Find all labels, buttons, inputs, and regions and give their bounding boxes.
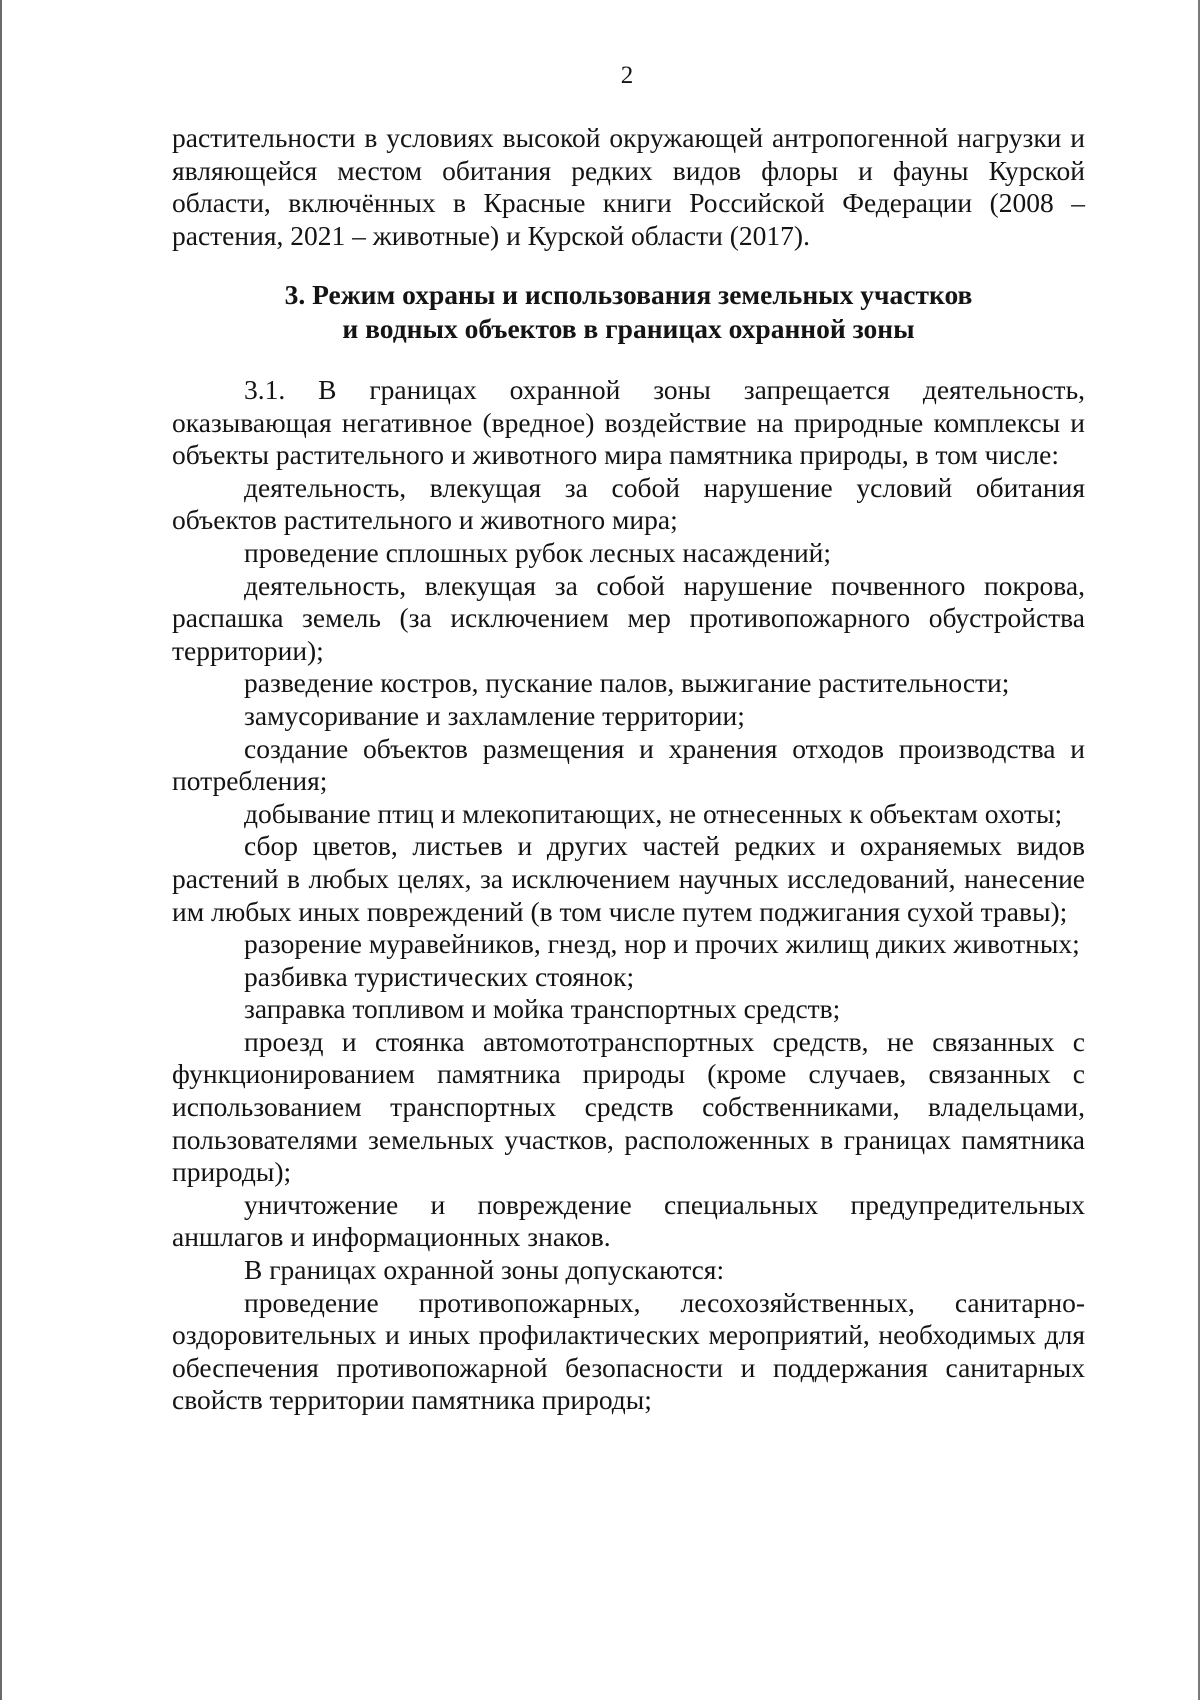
list-item-fires: разведение костров, пускание палов, выжигание растительности; (244, 667, 1010, 699)
list-item-waste-facilities: создание объектов размещения и хранения отходов производства и потребления; (172, 732, 1085, 797)
intro-paragraph: растительности в условиях высокой окружающей антропогенной нагрузки и являющейся местом обитания редких видов флоры и фауны Курской области, включённых в Красные книги Российской Федерации (2008 – растения, 2021 – животные) и Курской области (2017). (172, 122, 1085, 251)
intro-paragraph-block (172, 122, 1085, 252)
section-title (172, 278, 1085, 346)
list-item-preventive-measures: проведение противопожарных, лесохозяйственных, санитарно-оздоровительных и иных профилактических мероприятий, необходимых для обеспечения противопожарной безопасности и поддержания санитарных свойств территории памятника природы; (172, 1286, 1085, 1416)
list-item-littering: замусоривание и захламление территории; (244, 699, 745, 731)
list-item-refueling: заправка топливом и мойка транспортных средств; (244, 993, 841, 1025)
paragraph-3-1: 3.1. В границах охранной зоны запрещается деятельность, оказывающая негативное (вредное) воздействие на природные комплексы и объекты растительного и животного мира памятника природы, в том числе: (172, 374, 1085, 471)
permitted-activities-heading: В границах охранной зоны допускаются: (244, 1254, 725, 1286)
page-number: 2 (620, 62, 634, 89)
list-item-hunting: добывание птиц и млекопитающих, не отнесенных к объектам охоты; (244, 797, 1063, 829)
list-item-vehicle-traffic: проезд и стоянка автомототранспортных средств, не связанных с функционированием памятника природы (кроме случаев, связанных с использованием транспортных средств собственниками, владельцами, пользователями земельных участков, расположенных в границах памятника природы); (172, 1025, 1085, 1188)
list-item-nest-destruction: разорение муравейников, гнезд, нор и прочих жилищ диких животных; (244, 928, 1080, 960)
section-title-line-1: 3. Режим охраны и использования земельных участков (284, 279, 973, 310)
list-item-clear-cutting: проведение сплошных рубок лесных насаждений; (244, 536, 832, 568)
list-item-soil-disruption: деятельность, влекущая за собой нарушение почвенного покрова, распашка земель (за исключением мер противопожарного обустройства территории); (172, 569, 1085, 666)
list-item-sign-damage: уничтожение и повреждение специальных предупредительных аншлагов и информационных знаков. (172, 1188, 1085, 1253)
section-body (172, 374, 1085, 1417)
list-item-plant-collection: сбор цветов, листьев и других частей редких и охраняемых видов растений в любых целях, за исключением научных исследований, нанесение им любых иных повреждений (в том числе путем поджигания сухой травы); (172, 830, 1085, 927)
list-item-camping: разбивка туристических стоянок; (244, 960, 635, 992)
list-item-habitat-disruption: деятельность, влекущая за собой нарушение условий обитания объектов растительного и животного мира; (172, 471, 1085, 536)
section-title-line-2: и водных объектов в границах охранной зоны (342, 313, 915, 344)
scan-edge-left (0, 0, 2, 1700)
